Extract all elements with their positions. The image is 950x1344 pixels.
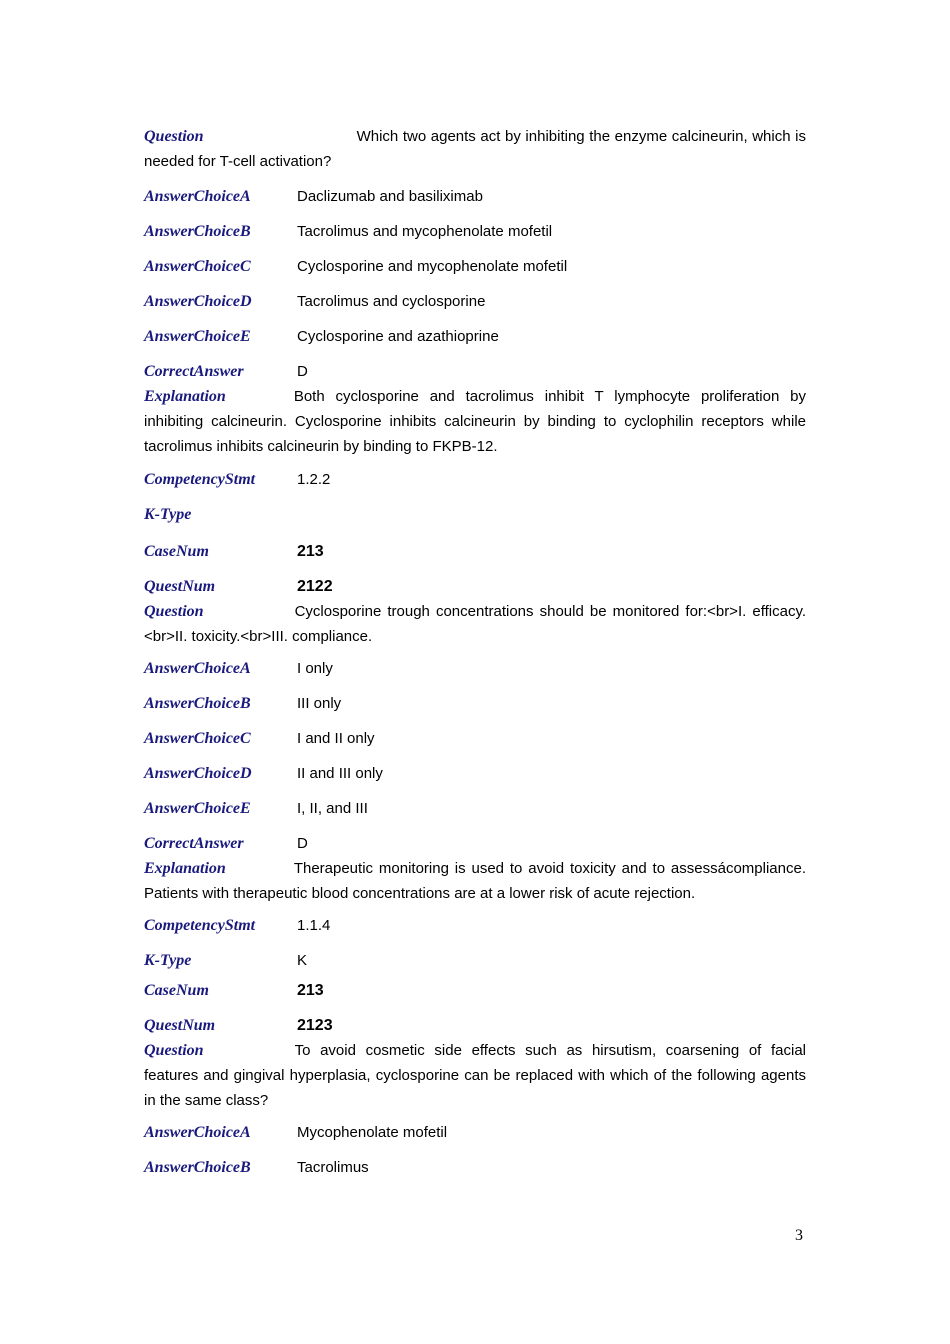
q2-explanation-text: Therapeutic monitoring is used to avoid toxicity and to assessácompliance. Patients with therapeutic blood concentrations are at a lower risk of acute rejection. — [144, 860, 806, 902]
q3-casenum: CaseNum 213 — [144, 982, 324, 999]
q2-choice-c: AnswerChoiceC I and II only — [144, 730, 375, 747]
q1-ktype: K-Type — [144, 506, 192, 523]
q1-explanation-text: Both cyclosporine and tacrolimus inhibit T lymphocyte proliferation by inhibiting calcineurin. Cyclosporine inhibits calcineurin by binding to cyclophilin receptors while tacrolimus inhibits calcineurin by binding to FKPB-12. — [144, 388, 806, 455]
q3-question: Question To avoid cosmetic side effects such as hirsutism, coarsening of facial features and gingival hyperplasia, cyclosporine can be replaced with which of the following agents in the same class? — [144, 1042, 806, 1109]
q2-ktype: K-Type K — [144, 952, 308, 969]
q1-choice-d: AnswerChoiceD Tacrolimus and cyclosporine — [144, 293, 486, 310]
q1-choice-e: AnswerChoiceE Cyclosporine and azathioprine — [144, 328, 499, 345]
q2-correct-answer: CorrectAnswer D — [144, 835, 308, 852]
q2-choice-d: AnswerChoiceD II and III only — [144, 765, 383, 782]
q2-question: Question Cyclosporine trough concentrations should be monitored for:<br>I. efficacy.<br>II. toxicity.<br>III. compliance. — [144, 603, 806, 645]
q2-questnum: QuestNum 2122 — [144, 578, 333, 595]
q2-casenum: CaseNum 213 — [144, 543, 324, 560]
q1-competency: CompetencyStmt 1.2.2 — [144, 471, 331, 488]
q2-explanation: Explanation Therapeutic monitoring is used to avoid toxicity and to assessácompliance. Patients with therapeutic blood concentrations are at a lower risk of acute rejection. — [144, 860, 806, 902]
q2-choice-a: AnswerChoiceA I only — [144, 660, 333, 677]
q3-question-text: To avoid cosmetic side effects such as hirsutism, coarsening of facial features and gingival hyperplasia, cyclosporine can be replaced with which of the following agents in the same class? — [144, 1042, 806, 1109]
q1-question-text: Which two agents act by inhibiting the enzyme calcineurin, which is needed for T-cell activation? — [144, 128, 806, 170]
q1-question: Question Which two agents act by inhibiting the enzyme calcineurin, which is needed for T-cell activation? — [144, 128, 806, 170]
q1-explanation: Explanation Both cyclosporine and tacrolimus inhibit T lymphocyte proliferation by inhibiting calcineurin. Cyclosporine inhibits calcineurin by binding to cyclophilin receptors while tacrolimus inhibits calcineurin by binding to FKPB-12. — [144, 388, 806, 455]
q3-choice-b: AnswerChoiceB Tacrolimus — [144, 1159, 369, 1176]
q3-questnum: QuestNum 2123 — [144, 1017, 333, 1034]
q2-question-text: Cyclosporine trough concentrations should be monitored for:<br>I. efficacy.<br>II. toxicity.<br>III. compliance. — [144, 603, 806, 645]
q2-choice-b: AnswerChoiceB III only — [144, 695, 342, 712]
q1-choice-c: AnswerChoiceC Cyclosporine and mycophenolate mofetil — [144, 258, 568, 275]
q2-competency: CompetencyStmt 1.1.4 — [144, 917, 331, 934]
q1-correct-answer: CorrectAnswer D — [144, 363, 308, 380]
q2-choice-e: AnswerChoiceE I, II, and III — [144, 800, 368, 817]
document-page — [144, 124, 806, 1180]
page-number: 3 — [795, 1227, 803, 1244]
q1-choice-b: AnswerChoiceB Tacrolimus and mycophenolate mofetil — [144, 223, 553, 240]
q3-choice-a: AnswerChoiceA Mycophenolate mofetil — [144, 1124, 448, 1141]
q1-choice-a: AnswerChoiceA Daclizumab and basiliximab — [144, 188, 483, 205]
